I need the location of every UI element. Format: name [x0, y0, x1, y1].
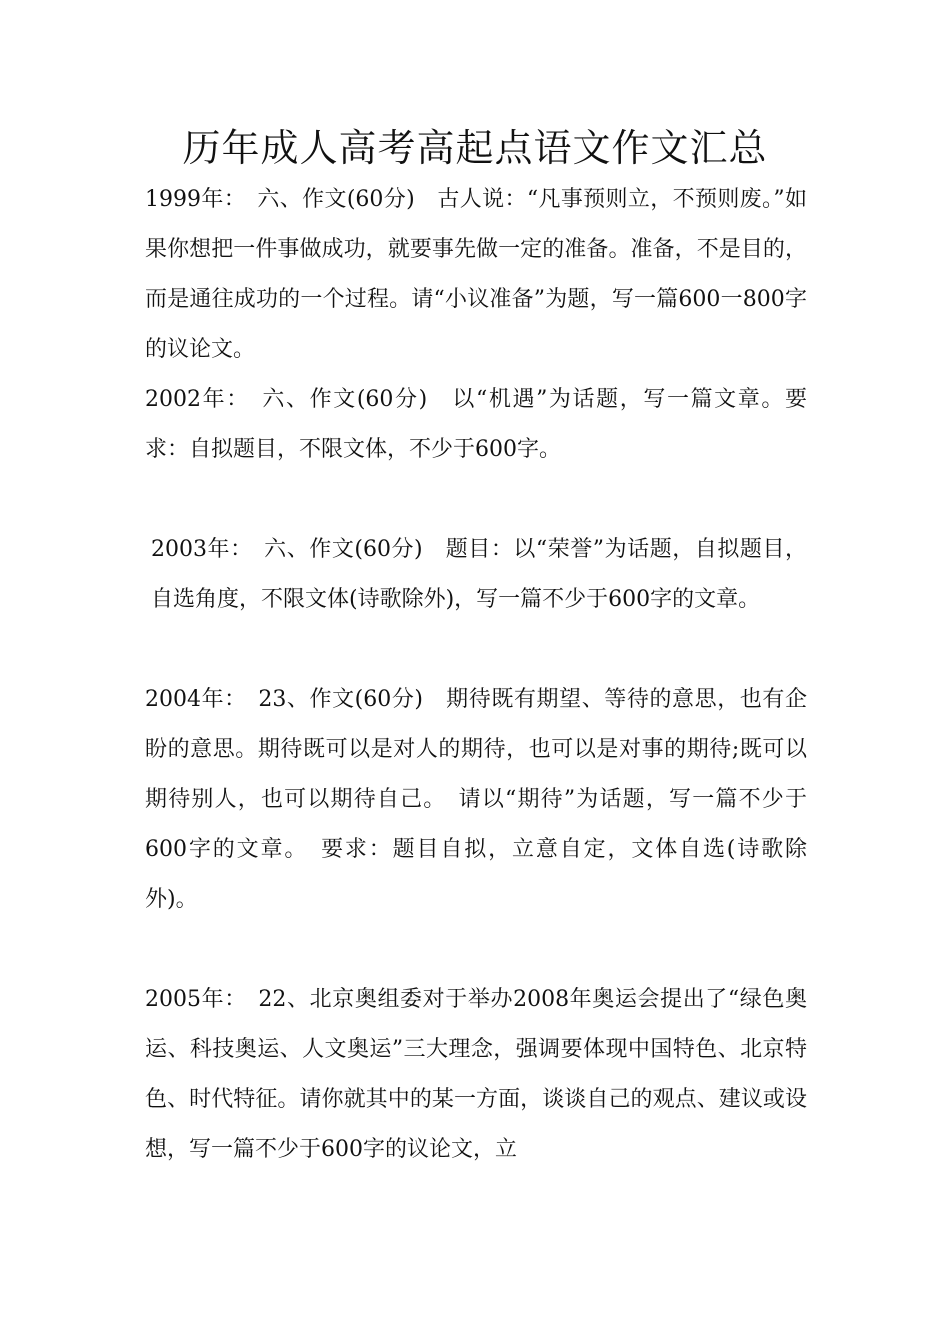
entry-1999: 1999年： 六、作文(60分) 古人说：“凡事预则立，不预则废。”如果你想把一件事做成功，就要事先做一定的准备。准备，不是目的，而是通往成功的一个过程。请“小议准备”为题，写一篇600一800字的议论文。: [145, 187, 807, 362]
document-body: [145, 175, 807, 1175]
entry-2003: 2003年： 六、作文(60分) 题目：以“荣誉”为话题，自拟题目，自选角度，不限文体(诗歌除外)，写一篇不少于600字的文章。: [151, 537, 807, 612]
entry-2004: 2004年： 23、作文(60分) 期待既有期望、等待的意思，也有企盼的意思。期待既可以是对人的期待，也可以是对事的期待;既可以期待别人，也可以期待自己。 请以“期待”为话题，写一篇不少于600字的文章。 要求：题目自拟，立意自定，文体自选(诗歌除外)。: [145, 687, 807, 912]
paragraph-gap: [145, 625, 807, 675]
entry-2005: 2005年： 22、北京奥组委对于举办2008年奥运会提出了“绿色奥运、科技奥运、人文奥运”三大理念，强调要体现中国特色、北京特色、时代特征。请你就其中的某一方面，谈谈自己的观点、建议或设想，写一篇不少于600字的议论文，立: [145, 987, 807, 1162]
document-title: 历年成人高考高起点语文作文汇总: [182, 126, 768, 170]
paragraph-gap: [145, 925, 807, 975]
paragraph-gap: [145, 475, 807, 525]
entry-2002: 2002年： 六、作文(60分) 以“机遇”为话题，写一篇文章。要求：自拟题目，不限文体，不少于600字。: [145, 387, 807, 462]
